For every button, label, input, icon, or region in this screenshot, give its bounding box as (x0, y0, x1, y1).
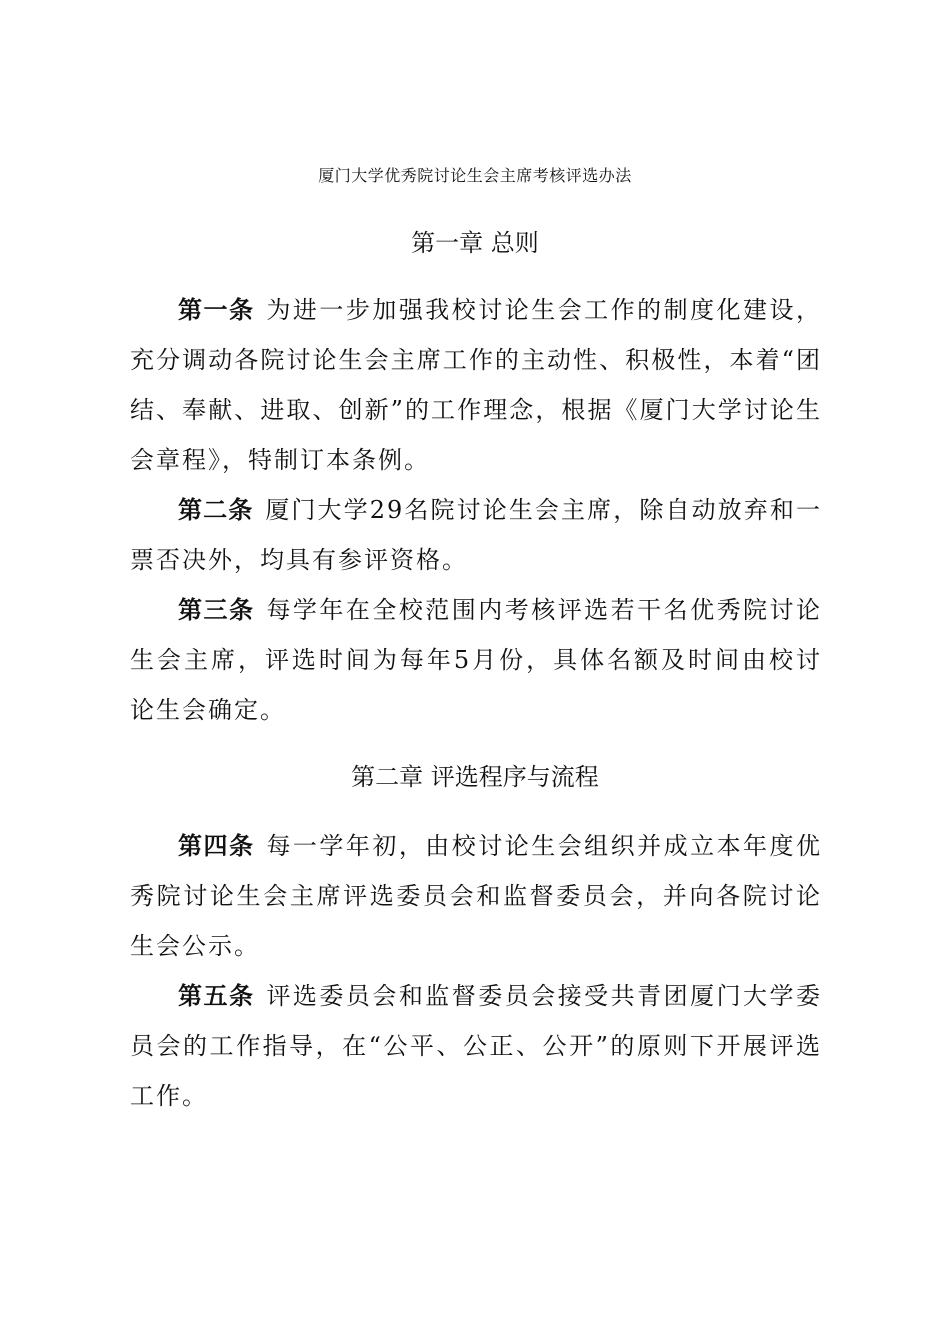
article-text: 每一学年初，由校讨论生会组织并成立本年度优秀院讨论生会主席评选委员会和监督委员会，并向各院讨论生会公示。 (130, 832, 823, 960)
article-number: 第五条 (178, 982, 255, 1010)
article-text: 评选委员会和监督委员会接受共青团厦门大学委员会的工作指导，在“公平、公正、公开”的原则下开展评选工作。 (130, 982, 823, 1110)
article-number: 第一条 (178, 296, 255, 324)
chapter-heading-2: 第二章 评选程序与流程 (351, 763, 599, 791)
article-text: 厦门大学29名院讨论生会主席，除自动放弃和一票否决外，均具有参评资格。 (130, 496, 822, 574)
article-1 (130, 285, 822, 485)
article-3 (130, 585, 822, 735)
article-text: 为进一步加强我校讨论生会工作的制度化建设，充分调动各院讨论生会主席工作的主动性、积极性，本着“团结、奉献、进取、创新”的工作理念，根据《厦门大学讨论生会章程》，特制订本条例。 (130, 296, 823, 474)
document-title: 厦门大学优秀院讨论生会主席考核评选办法 (318, 166, 632, 185)
article-number: 第二条 (178, 496, 254, 524)
article-number: 第三条 (178, 596, 255, 624)
chapter-heading-1: 第一章 总则 (411, 229, 539, 257)
article-5 (130, 971, 822, 1121)
article-2 (130, 485, 822, 585)
article-text: 每学年在全校范围内考核评选若干名优秀院讨论生会主席，评选时间为每年5月份，具体名额及时间由校讨论生会确定。 (130, 596, 823, 724)
article-number: 第四条 (178, 832, 255, 860)
article-4 (130, 821, 822, 971)
